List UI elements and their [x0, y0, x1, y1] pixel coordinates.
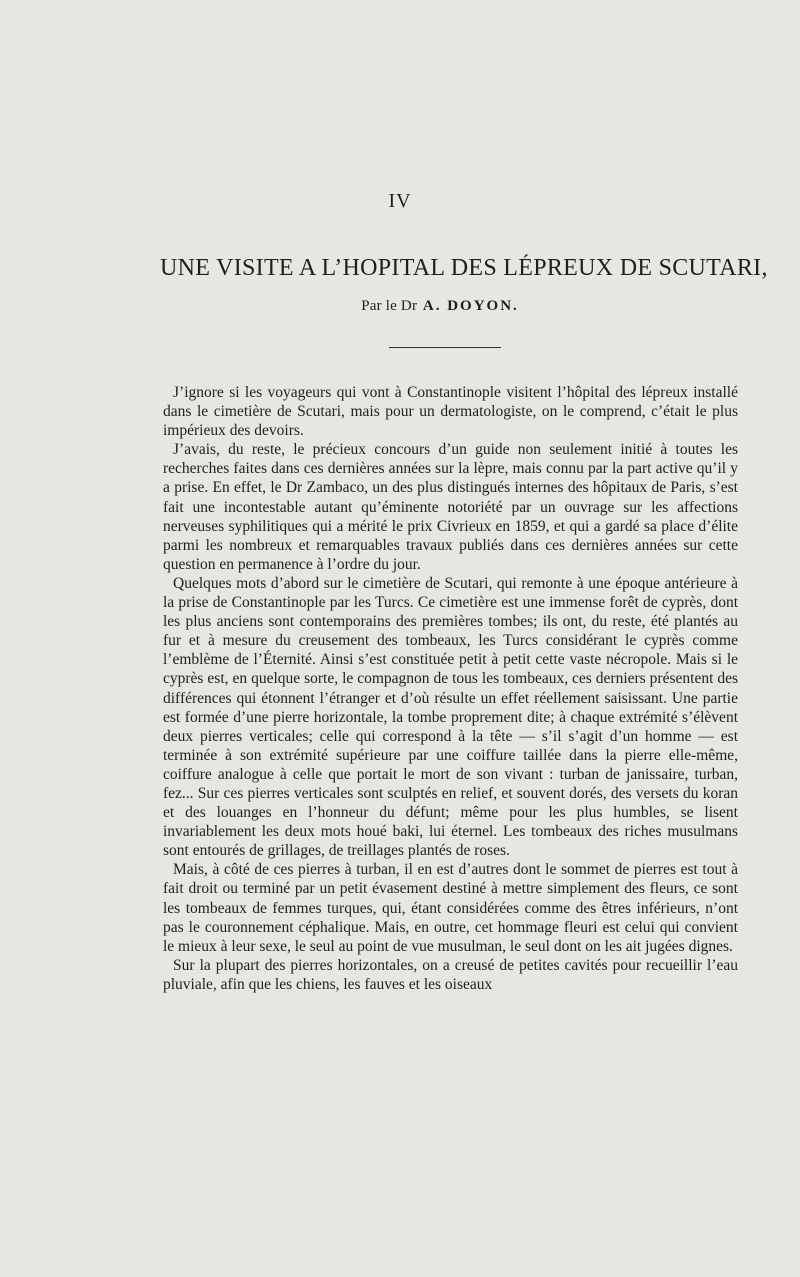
article-body [163, 383, 738, 994]
author-name: A. DOYON. [422, 298, 519, 314]
paragraph-2: J’avais, du reste, le précieux concours d’un guide non seulement initié à toutes les recherches faites dans ces dernières années sur la lèpre, mais connu par la part active qu’il y a prise. En effet, le Dr Zambaco, un des plus distingués internes des hôpitaux de Paris, s’est fait une incontestable autant qu’éminente notoriété par un ouvrage sur les affections nerveuses syphilitiques qui a mérité le prix Civrieux en 1859, et qui a gardé sa place d’élite parmi les nombreux et remarquables travaux publiés dans ces dernières années sur cette question en permanence à l’ordre du jour. [163, 441, 738, 573]
paragraph-5: Sur la plupart des pierres horizontales, on a creusé de petites cavités pour recueillir l’eau pluviale, afin que les chiens, les fauves et les oiseaux [163, 956, 738, 993]
paragraph-3: Quelques mots d’abord sur le cimetière de Scutari, qui remonte à une époque antérieure à la prise de Constantinople par les Turcs. Ce cimetière est une immense forêt de cyprès, dont les plus anciens sont contemporains des premières tombes; ils ont, du reste, été plantés au fur et à mesure du creusement des tombeaux, les Turcs considérant le cyprès comme l’emblème de l’Éternité. Ainsi s’est constituée petit à petit cette vaste nécropole. Mais si le cyprès est, en quelque sorte, le compagnon de tous les tombeaux, ces derniers présentent des différences qui étonnent l’étranger et d’où résulte un effet réellement saisissant. Une partie est formée d’une pierre horizontale, la tombe proprement dite; à chaque extrémité s’élèvent deux pierres verticales; celle qui correspond à la tête — s’il s’agit d’un homme — est terminée à son extrémité supérieure par une coiffure taillée dans la pierre elle-même, coiffure analogue à celle que portait le mort de son vivant : turban de janissaire, turban, fez... Sur ces pierres verticales sont sculptés en relief, et souvent dorés, des versets du koran et des louanges en l’honneur du défunt; même pour les plus humbles, se lisent invariablement les deux mots houé baki, lui éternel. Les tombeaux des riches musulmans sont entourés de grillages, de treillages plantés de roses. [163, 574, 738, 860]
paragraph-4: Mais, à côté de ces pierres à turban, il en est d’autres dont le sommet de pierres est tout à fait droit ou terminé par un petit évasement destiné à mettre simplement des fleurs, ce sont les tombeaux de femmes turques, qui, étant considérées comme des êtres inférieurs, n’ont pas le couronnement céphalique. Mais, en outre, cet hommage fleuri est celui qui convient le mieux à leur sexe, le seul au point de vue musulman, le seul dont on les ait jugées dignes. [163, 861, 738, 955]
author-prefix: Par le Dr [361, 298, 418, 314]
section-number: IV [388, 190, 412, 212]
paragraph-1: J’ignore si les voyageurs qui vont à Constantinople visitent l’hôpital des lépreux installé dans le cimetière de Scutari, mais pour un dermatologiste, on le comprend, c’était le plus impérieux des devoirs. [163, 384, 738, 440]
article-title: UNE VISITE A L’HOPITAL DES LÉPREUX DE SCUTARI, [160, 255, 768, 281]
author-line [0, 298, 800, 315]
title-divider [389, 347, 501, 348]
